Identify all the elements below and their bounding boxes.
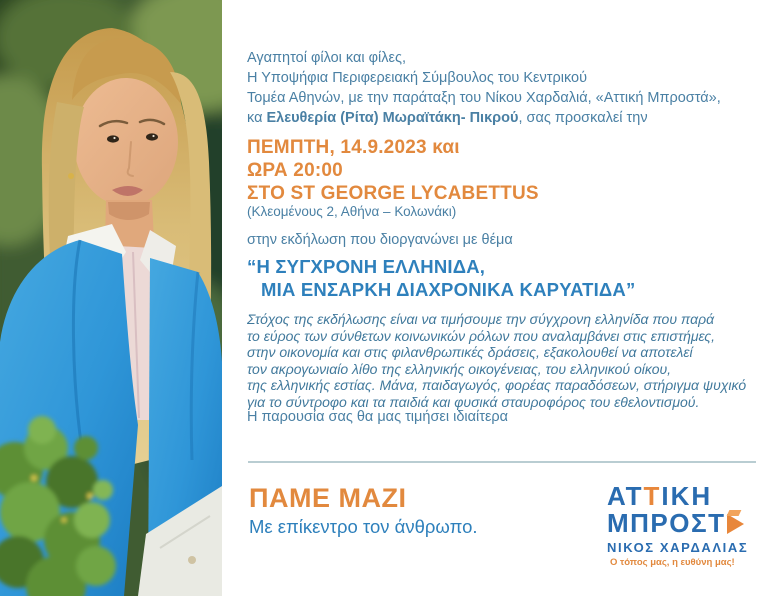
greeting-line: Αγαπητοί φίλοι και φίλες, — [247, 50, 406, 66]
event-venue: ΣΤΟ ST GEORGE LYCABETTUS — [247, 183, 539, 204]
logo-attiki-part3: ΙΚΗ — [661, 481, 713, 511]
event-theme-title — [247, 255, 635, 301]
intro-line-2: Τομέα Αθηνών, με την παράταξη του Νίκου Χαρδαλιά, «Αττική Μπροστά», — [247, 90, 721, 106]
description-line: το εύρος των σύνθετων κοινωνικών ρόλων που αναλαμβάνει στις επιστήμες, — [247, 327, 715, 344]
theme-intro-line: στην εκδήλωση που διοργανώνει με θέμα — [247, 232, 513, 248]
earring — [68, 173, 74, 179]
candidate-photo — [0, 0, 222, 596]
divider-line — [248, 461, 756, 463]
theme-line-1: “Η ΣΥΓΧΡΟΝΗ ΕΛΛΗΝΙΔΑ, — [247, 256, 486, 277]
intro-paragraph — [247, 48, 721, 128]
candidate-name: Ελευθερία (Ρίτα) Μωραϊτάκη- Πικρού — [266, 110, 519, 126]
intro-line-1: Η Υποψήφια Περιφερειακή Σύμβουλος του Κεντρικού — [247, 70, 588, 86]
intro-prefix: κα — [247, 110, 267, 126]
description-line: της ελληνικής εστίας. Μάνα, παιδαγωγός, φορέας παραδόσεων, στήριγμα ψυχικό — [247, 377, 747, 393]
event-datetime-block — [247, 136, 539, 205]
candidate-portrait-illustration — [0, 0, 222, 596]
arrow-flag-accent — [727, 510, 742, 516]
logo-attiki-orange-t: Τ — [643, 481, 662, 511]
event-time: ΩΡΑ 20:00 — [247, 160, 343, 181]
attiki-mprosta-logo — [607, 483, 757, 568]
theme-line-2: ΜΙΑ ΕΝΣΑΡΚΗ ΔΙΑΧΡΟΝΙΚΑ ΚΑΡΥΑΤΙΔΑ” — [261, 279, 636, 300]
intro-suffix: , σας προσκαλεί την — [518, 110, 648, 126]
logo-line-mprosta — [607, 510, 757, 536]
event-address: (Κλεομένους 2, Αθήνα – Κολωνάκι) — [247, 204, 457, 219]
logo-tagline: Ο τόπος μας, η ευθύνη μας! — [610, 557, 735, 568]
invitation-text-column — [247, 0, 760, 596]
description-line: στην οικονομία και στις φιλανθρωπικές δράσεις, εξακολουθεί να αποτελεί — [247, 344, 693, 360]
description-line: για το σύντροφο και τα παιδιά και φυσικά σταυροφόρος του εθελοντισμού. — [247, 393, 700, 410]
campaign-slogan: ΠΑΜΕ ΜΑΖΙ — [249, 483, 407, 513]
logo-attiki-part1: ΑΤ — [607, 481, 644, 511]
campaign-subslogan: Με επίκεντρο τον άνθρωπο. — [249, 516, 478, 537]
logo-line-attiki — [607, 483, 757, 509]
play-triangle-icon — [727, 514, 744, 534]
logo-candidate-name: ΝΙΚΟΣ ΧΑΡΔΑΛΙΑΣ — [607, 540, 749, 555]
closing-line: Η παρουσία σας θα μας τιμήσει ιδιαίτερα — [247, 409, 509, 425]
event-description — [247, 311, 746, 410]
event-date: ΠΕΜΠΤΗ, 14.9.2023 και — [247, 137, 460, 158]
logo-mprosta-text: ΜΠΡΟΣΤ — [607, 508, 726, 538]
description-line: Στόχος της εκδήλωσης είναι να τιμήσουμε την σύγχρονη ελληνίδα που παρά — [247, 311, 715, 327]
description-line: τον ακρογωνιαίο λίθο της ελληνικής οικογένειας, του ελληνικού οίκου, — [247, 360, 672, 377]
intro-line-3 — [247, 108, 721, 128]
